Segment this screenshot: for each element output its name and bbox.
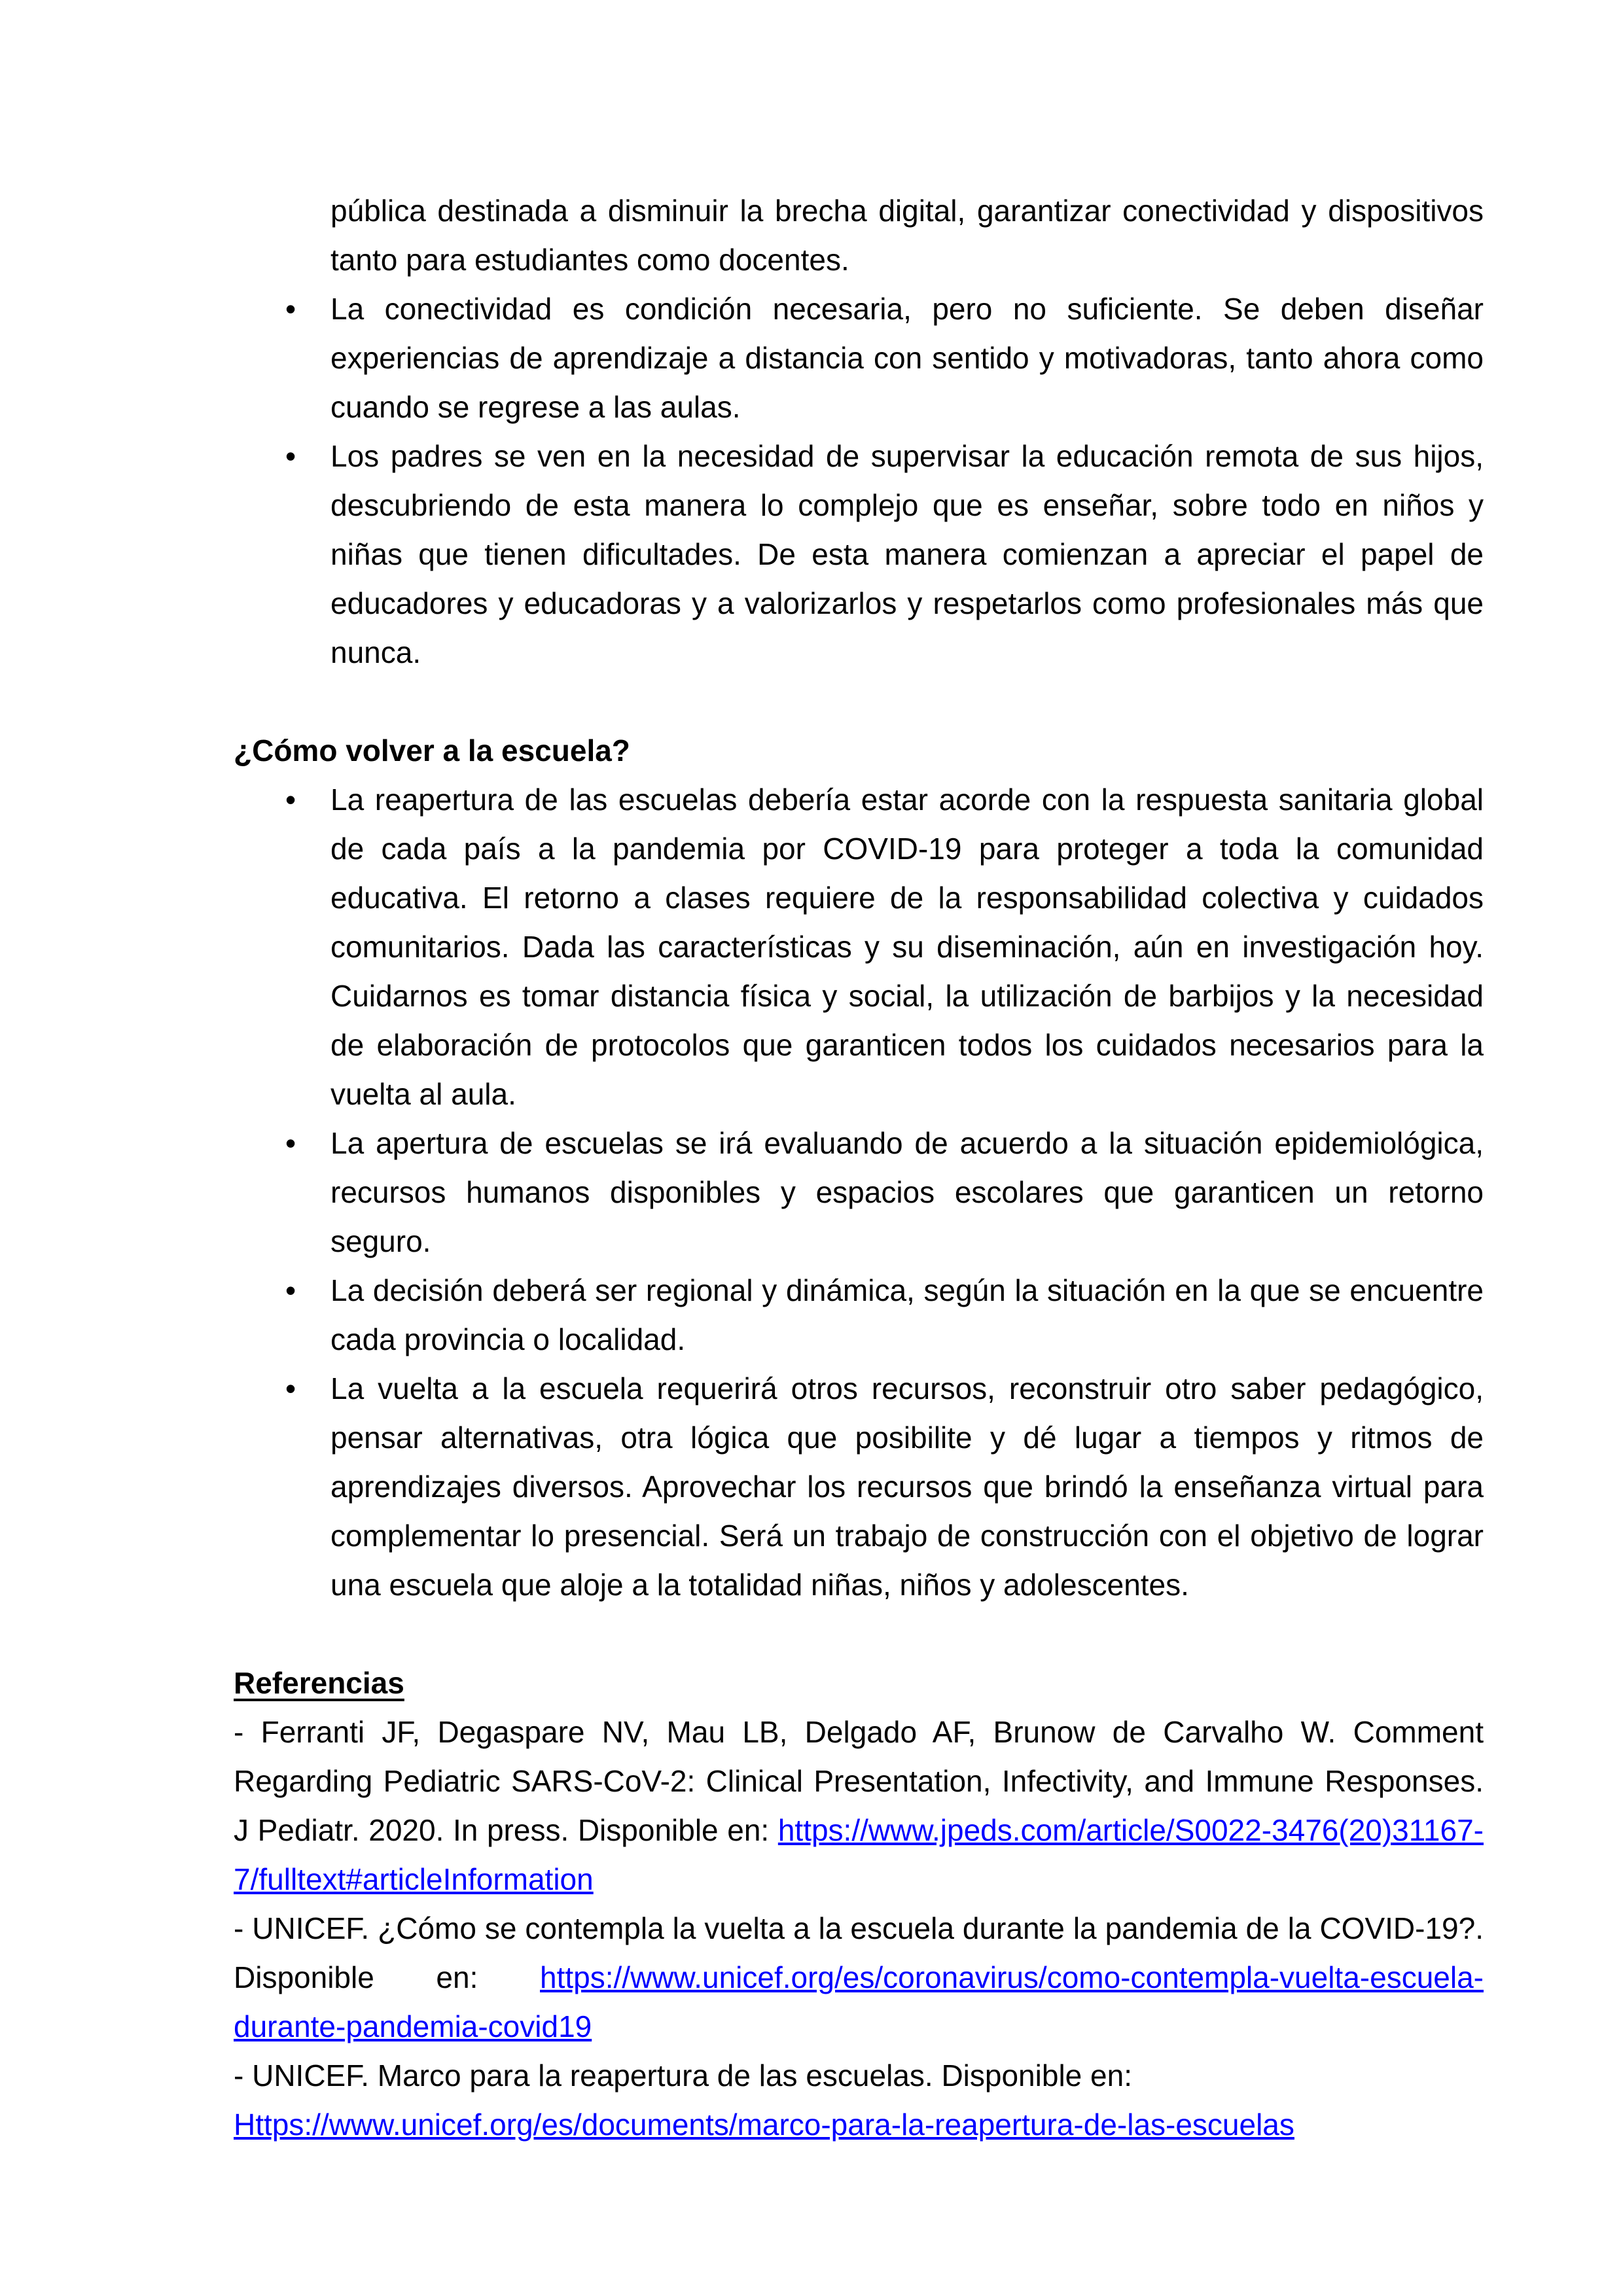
list-item-text: La conectividad es condición necesaria, pero no suficiente. Se deben diseñar experiencias de aprendizaje a distancia con sentido y motivadoras, tanto ahora como cuando se regrese a las aulas. (330, 292, 1484, 424)
bullet-icon: • (285, 292, 296, 326)
section-heading-referencias: Referencias (234, 1666, 404, 1700)
list-item (234, 1364, 1484, 1610)
list-item-text: La apertura de escuelas se irá evaluando de acuerdo a la situación epidemiológica, recursos humanos disponibles y espacios escolares que garanticen un retorno seguro. (330, 1126, 1484, 1258)
reference-entry (234, 2051, 1484, 2149)
reference-link[interactable]: Https://www.unicef.org/es/documents/marco-para-la-reapertura-de-las-escuelas (234, 2108, 1294, 2142)
list-item (234, 1119, 1484, 1266)
list-item (234, 432, 1484, 677)
reference-text: - Ferranti JF, Degaspare NV, Mau LB, Delgado AF, Brunow de Carvalho W. Comment Regarding Pediatric SARS-CoV-2: Clinical Presentation, Infectivity, and Immune Responses. J Pediatr. 2020. In press. Disponible en: (234, 1715, 1484, 1847)
reference-link[interactable]: https://www.unicef.org/es/coronavirus/como-contempla-vuelta-escuela-durante-pandemia-covid19 (234, 1960, 1484, 2043)
document-content (234, 186, 1484, 2149)
section-heading-como-volver: ¿Cómo volver a la escuela? (234, 733, 630, 768)
list-item (234, 775, 1484, 1119)
list-item-text: Los padres se ven en la necesidad de supervisar la educación remota de sus hijos, descubriendo de esta manera lo complejo que es enseñar, sobre todo en niños y niñas que tienen dificultades. De esta manera comienzan a apreciar el papel de educadores y educadoras y a valorizarlos y respetarlos como profesionales más que nunca. (330, 439, 1484, 669)
reference-text: - UNICEF. ¿Cómo se contempla la vuelta a la escuela durante la pandemia de la COVID-19?. Disponible en: (234, 1911, 1484, 1994)
reference-link[interactable]: https://www.jpeds.com/article/S0022-3476(20)31167-7/fulltext#articleInformation (234, 1813, 1484, 1896)
list-item-text: La reapertura de las escuelas debería estar acorde con la respuesta sanitaria global de cada país a la pandemia por COVID-19 para proteger a toda la comunidad educativa. El retorno a clases requiere de la responsabilidad colectiva y cuidados comunitarios. Dada las características y su diseminación, aún en investigación hoy. Cuidarnos es tomar distancia física y social, la utilización de barbijos y la necesidad de elaboración de protocolos que garanticen todos los cuidados necesarios para la vuelta al aula. (330, 783, 1484, 1111)
list-item-text: La decisión deberá ser regional y dinámica, según la situación en la que se encuentre cada provincia o localidad. (330, 1273, 1484, 1356)
bullet-icon: • (285, 1126, 296, 1160)
list-item (234, 1266, 1484, 1364)
reference-entry (234, 1904, 1484, 2051)
bullet-icon: • (285, 1273, 296, 1307)
paragraph-continuation (234, 186, 1484, 285)
bullet-icon: • (285, 783, 296, 817)
reference-entry (234, 1708, 1484, 1904)
reference-text: - UNICEF. Marco para la reapertura de las escuelas. Disponible en: (234, 2058, 1132, 2093)
list-item (234, 285, 1484, 432)
bullet-icon: • (285, 1371, 296, 1405)
paragraph-text: pública destinada a disminuir la brecha digital, garantizar conectividad y dispositivos tanto para estudiantes como docentes. (330, 194, 1484, 277)
bullet-icon: • (285, 439, 296, 473)
list-item-text: La vuelta a la escuela requerirá otros recursos, reconstruir otro saber pedagógico, pensar alternativas, otra lógica que posibilite y dé lugar a tiempos y ritmos de aprendizajes diversos. Aprovechar los recursos que brindó la enseñanza virtual para complementar lo presencial. Será un trabajo de construcción con el objetivo de lograr una escuela que aloje a la totalidad niñas, niños y adolescentes. (330, 1371, 1484, 1602)
